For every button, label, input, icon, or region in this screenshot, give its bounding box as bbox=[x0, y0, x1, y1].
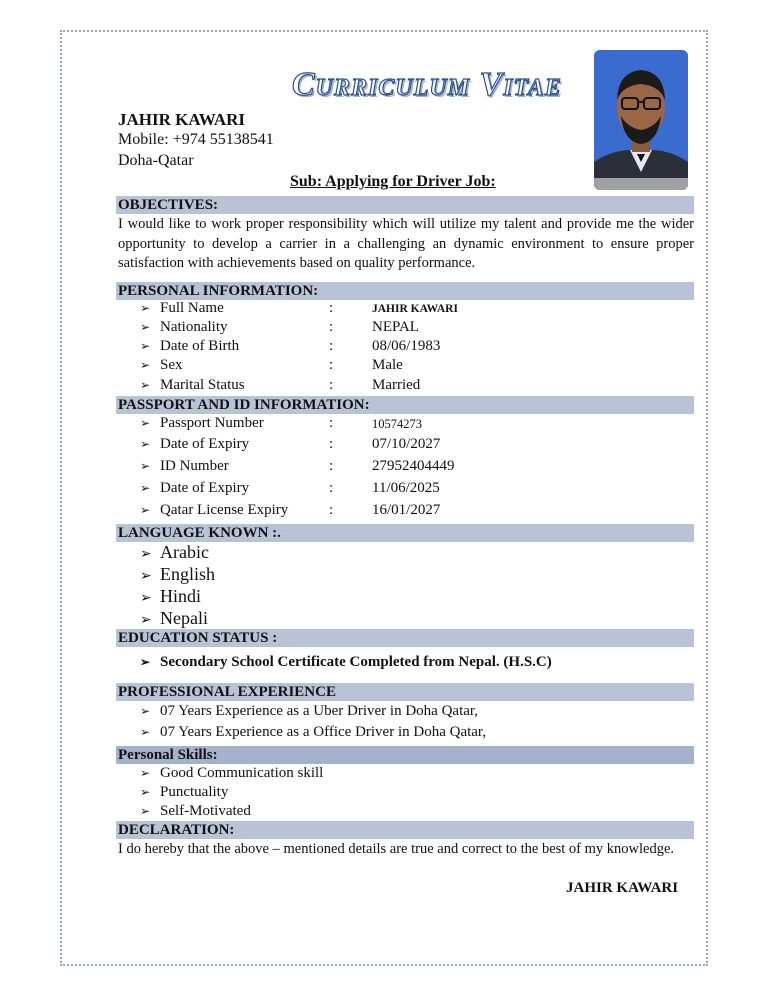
personal-row-label: ➢ Full Name bbox=[140, 300, 224, 316]
personal-row-label: ➢ Sex bbox=[140, 357, 183, 373]
education-item: ➢ Secondary School Certificate Completed from Nepal. (H.S.C) bbox=[140, 654, 552, 670]
passport-row-value: 11/06/2025 bbox=[372, 480, 440, 496]
arrow-bullet-icon: ➢ bbox=[140, 481, 151, 495]
passport-row-value: 10574273 bbox=[372, 417, 422, 431]
language-item: ➢ Arabic bbox=[140, 542, 209, 562]
signature-name: JAHIR KAWARI bbox=[566, 880, 679, 896]
arrow-bullet-icon: ➢ bbox=[140, 613, 152, 628]
passport-row-label: ➢ Qatar License Expiry bbox=[140, 502, 289, 518]
section-experience-heading: PROFESSIONAL EXPERIENCE bbox=[116, 683, 694, 701]
arrow-bullet-icon: ➢ bbox=[140, 804, 151, 818]
passport-row-value: 07/10/2027 bbox=[372, 436, 441, 452]
skill-item: ➢ Good Communication skill bbox=[140, 765, 324, 781]
experience-item: ➢ 07 Years Experience as a Uber Driver in Doha Qatar, bbox=[140, 703, 479, 719]
arrow-bullet-icon: ➢ bbox=[140, 339, 151, 353]
arrow-bullet-icon: ➢ bbox=[140, 766, 151, 780]
skill-item: ➢ Self-Motivated bbox=[140, 803, 251, 819]
passport-row-label: ➢ Date of Expiry bbox=[140, 436, 250, 452]
mobile-number: Mobile: +974 55138541 bbox=[118, 131, 274, 148]
arrow-bullet-icon: ➢ bbox=[140, 547, 152, 562]
separator-colon: : bbox=[329, 338, 334, 354]
personal-row-value: 08/06/1983 bbox=[372, 338, 441, 354]
separator-colon: : bbox=[329, 357, 334, 373]
separator-colon: : bbox=[329, 377, 334, 393]
arrow-bullet-icon: ➢ bbox=[140, 704, 151, 718]
passport-row-label: ➢ Passport Number bbox=[140, 415, 264, 431]
arrow-bullet-icon: ➢ bbox=[140, 416, 151, 430]
passport-row-label: ➢ Date of Expiry bbox=[140, 480, 250, 496]
arrow-bullet-icon: ➢ bbox=[140, 320, 151, 334]
experience-item: ➢ 07 Years Experience as a Office Driver in Doha Qatar, bbox=[140, 724, 487, 740]
arrow-bullet-icon: ➢ bbox=[140, 301, 151, 315]
section-skills-heading: Personal Skills: bbox=[116, 746, 694, 764]
section-objectives-heading: OBJECTIVES: bbox=[116, 196, 694, 214]
section-education-heading: EDUCATION STATUS : bbox=[116, 629, 694, 647]
language-item: ➢ English bbox=[140, 564, 216, 584]
section-language-heading: LANGUAGE KNOWN :. bbox=[116, 524, 694, 542]
section-personal-heading: PERSONAL INFORMATION: bbox=[116, 282, 694, 300]
arrow-bullet-icon: ➢ bbox=[140, 358, 151, 372]
arrow-bullet-icon: ➢ bbox=[140, 655, 151, 669]
separator-colon: : bbox=[329, 415, 334, 431]
applicant-name: JAHIR KAWARI bbox=[118, 110, 246, 129]
personal-row-value: Married bbox=[372, 377, 421, 393]
arrow-bullet-icon: ➢ bbox=[140, 725, 151, 739]
arrow-bullet-icon: ➢ bbox=[140, 569, 152, 584]
declaration-text: I do hereby that the above – mentioned details are true and correct to the best of my knowledge. bbox=[118, 841, 675, 857]
passport-row-value: 16/01/2027 bbox=[372, 502, 441, 518]
passport-row-value: 27952404449 bbox=[372, 458, 455, 474]
arrow-bullet-icon: ➢ bbox=[140, 785, 151, 799]
language-item: ➢ Nepali bbox=[140, 608, 208, 628]
location: Doha-Qatar bbox=[118, 152, 194, 169]
arrow-bullet-icon: ➢ bbox=[140, 378, 151, 392]
passport-row-label: ➢ ID Number bbox=[140, 458, 229, 474]
arrow-bullet-icon: ➢ bbox=[140, 591, 152, 606]
personal-row-value: Male bbox=[372, 357, 403, 373]
arrow-bullet-icon: ➢ bbox=[140, 503, 151, 517]
separator-colon: : bbox=[329, 300, 334, 316]
document-title: Curriculum Vitae bbox=[292, 66, 562, 103]
arrow-bullet-icon: ➢ bbox=[140, 437, 151, 451]
personal-row-value: NEPAL bbox=[372, 319, 419, 335]
skill-item: ➢ Punctuality bbox=[140, 784, 229, 800]
personal-row-label: ➢ Date of Birth bbox=[140, 338, 240, 354]
separator-colon: : bbox=[329, 480, 334, 496]
separator-colon: : bbox=[329, 502, 334, 518]
section-passport-heading: PASSPORT AND ID INFORMATION: bbox=[116, 396, 694, 414]
separator-colon: : bbox=[329, 436, 334, 452]
personal-row-label: ➢ Nationality bbox=[140, 319, 228, 335]
objectives-text: I would like to work proper responsibility which will utilize my talent and provide me the wider opportunity to develop a carrier in a challenging an dynamic environment to ensure proper satisfaction with achievements based on quality performance. bbox=[118, 216, 694, 271]
language-item: ➢ Hindi bbox=[140, 586, 202, 606]
section-declaration-heading: DECLARATION: bbox=[116, 821, 694, 839]
arrow-bullet-icon: ➢ bbox=[140, 459, 151, 473]
personal-row-value: JAHIR KAWARI bbox=[372, 303, 458, 315]
separator-colon: : bbox=[329, 319, 334, 335]
subject-line: Sub: Applying for Driver Job: bbox=[290, 173, 496, 190]
profile-photo bbox=[594, 50, 688, 190]
personal-row-label: ➢ Marital Status bbox=[140, 377, 245, 393]
separator-colon: : bbox=[329, 458, 334, 474]
